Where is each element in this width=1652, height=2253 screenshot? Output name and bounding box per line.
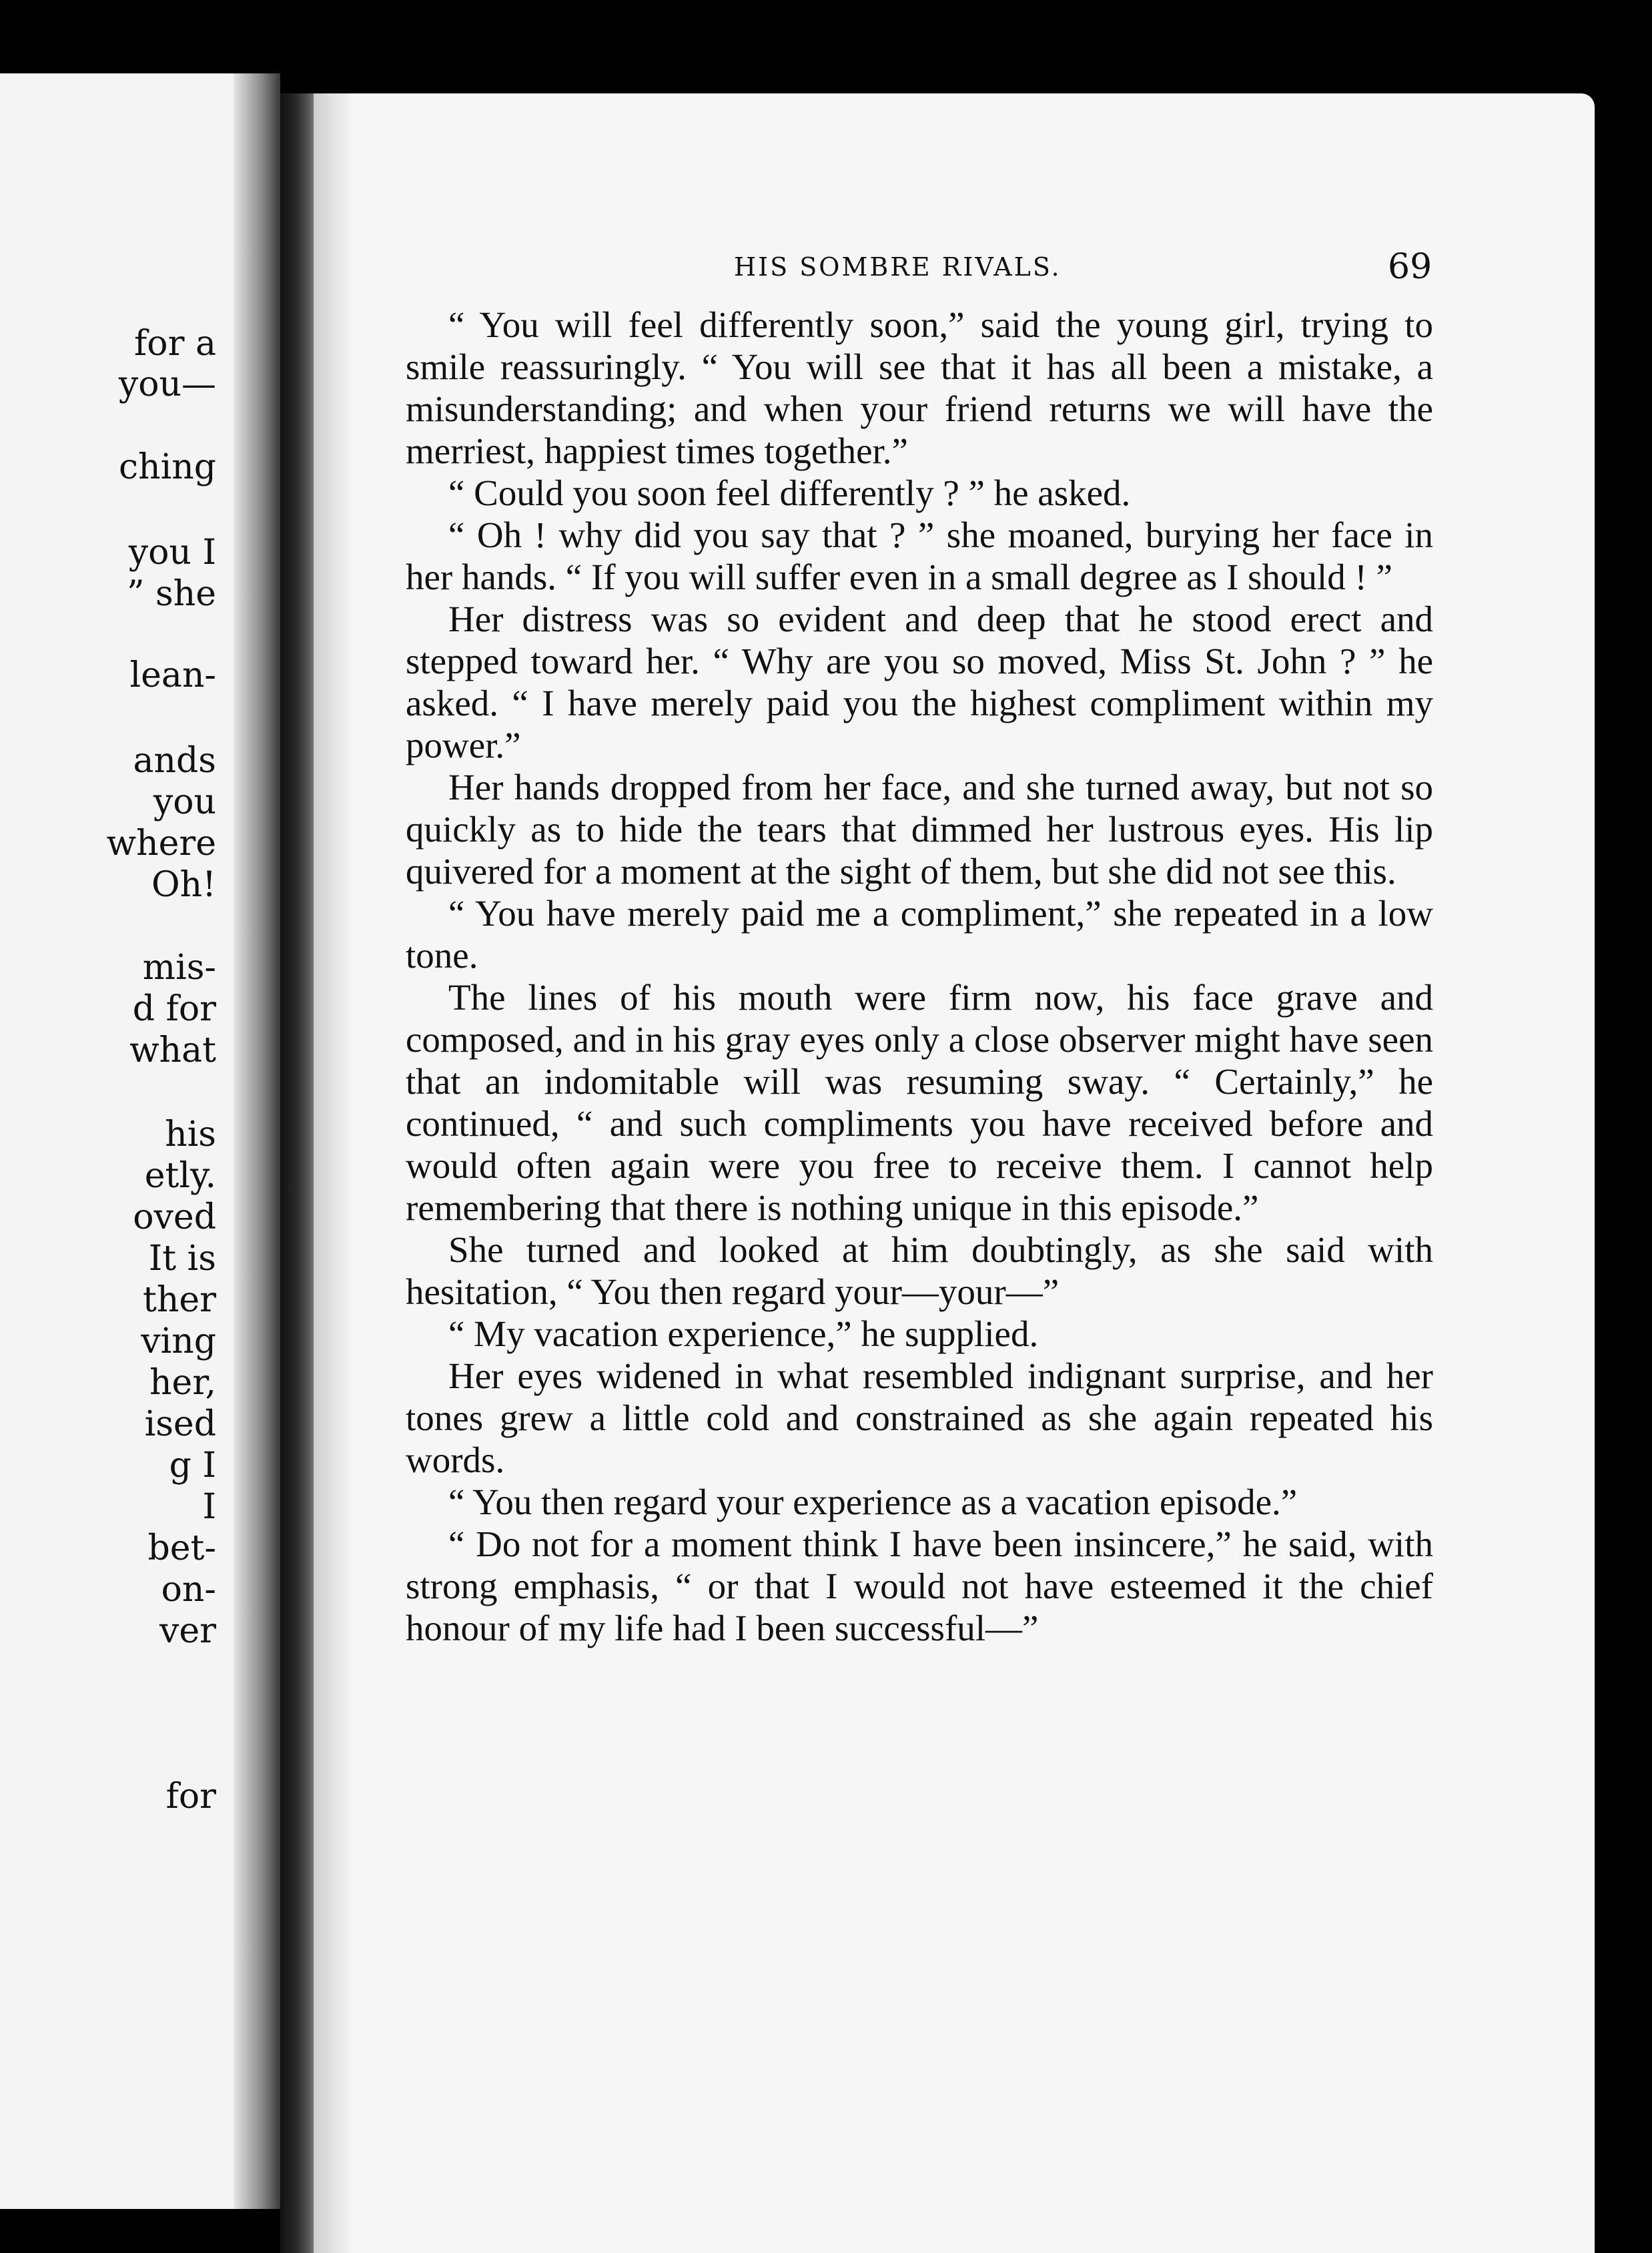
paragraph: She turned and looked at him doubtingly, as she said with hesitation, “ You then regard your—your—” (406, 1229, 1433, 1312)
body-text (406, 304, 1433, 1649)
left-line: bet- (147, 1528, 216, 1568)
left-line: his (165, 1114, 216, 1155)
left-line: ver (159, 1611, 216, 1651)
left-line: etly. (144, 1156, 216, 1196)
left-page-fragment (0, 73, 280, 2209)
left-line: Oh! (151, 865, 216, 905)
right-gutter-shadow (314, 93, 354, 2253)
paragraph: Her distress was so evident and deep that he stood erect and stepped toward her. “ Why are you so moved, Miss St. John ? ” he asked. “ I have merely paid you the highest compliment within my power.” (406, 599, 1433, 765)
left-line: lean- (129, 655, 216, 695)
paragraph: Her eyes widened in what resembled indignant surprise, and her tones grew a little cold and constrained as she again repeated his words. (406, 1355, 1433, 1480)
paragraph: The lines of his mouth were firm now, his face grave and composed, and in his gray eyes only a close observer might have seen that an indomitable will was resuming sway. “ Certainly,” he continued, “ and such compliments you have received before and would often again were you free to receive them. I cannot help remembering that there is nothing unique in this episode.” (406, 977, 1433, 1228)
left-line: oved (133, 1197, 216, 1237)
left-line: for (165, 1777, 216, 1817)
paragraph: “ You then regard your experience as a vacation episode.” (448, 1482, 1298, 1522)
left-line: you— (118, 364, 216, 404)
left-line: ” she (126, 574, 216, 614)
paragraph: “ My vacation experience,” he supplied. (448, 1313, 1039, 1354)
left-line: her, (149, 1363, 216, 1403)
paragraph: “ Could you soon feel differently ? ” he asked. (448, 472, 1131, 513)
left-line: ands (133, 741, 216, 781)
left-gutter-shadow (234, 73, 280, 2209)
left-line: ching (118, 447, 216, 487)
left-line: I (202, 1487, 216, 1527)
left-line: d for (132, 989, 216, 1029)
paragraph: Her hands dropped from her face, and she turned away, but not so quickly as to hide the tears that dimmed her lustrous eyes. His lip quivered for a moment at the sight of them, but she did not see this. (406, 767, 1433, 892)
left-line: ving (141, 1321, 216, 1361)
paragraph: “ You will feel differently soon,” said the young girl, trying to smile reassuringly. “ You will see that it has all been a mistake, a misunderstanding; and when your friend returns we will have the merriest, happiest times together.” (406, 304, 1433, 471)
running-head: HIS SOMBRE RIVALS. (734, 252, 1062, 282)
paragraph: “ You have merely paid me a compliment,” she repeated in a low tone. (406, 893, 1433, 976)
left-line: you (153, 782, 216, 822)
left-line: on- (161, 1570, 216, 1610)
left-line: you I (128, 533, 216, 573)
left-line: ther (142, 1280, 216, 1320)
left-line: ised (144, 1404, 216, 1444)
paragraph: “ Oh ! why did you say that ? ” she moaned, burying her face in her hands. “ If you will suffer even in a small degree as I should ! ” (406, 515, 1433, 597)
paragraph: “ Do not for a moment think I have been insincere,” he said, with strong emphasis, “ or that I would not have esteemed it the chief honour of my life had I been successful—” (406, 1524, 1433, 1648)
left-line: where (106, 824, 216, 864)
page-number: 69 (1388, 247, 1432, 287)
left-line: what (129, 1030, 216, 1070)
left-line: g I (169, 1445, 216, 1486)
left-line: mis- (142, 948, 216, 988)
left-line: for a (134, 324, 216, 364)
left-line: It is (148, 1239, 216, 1279)
